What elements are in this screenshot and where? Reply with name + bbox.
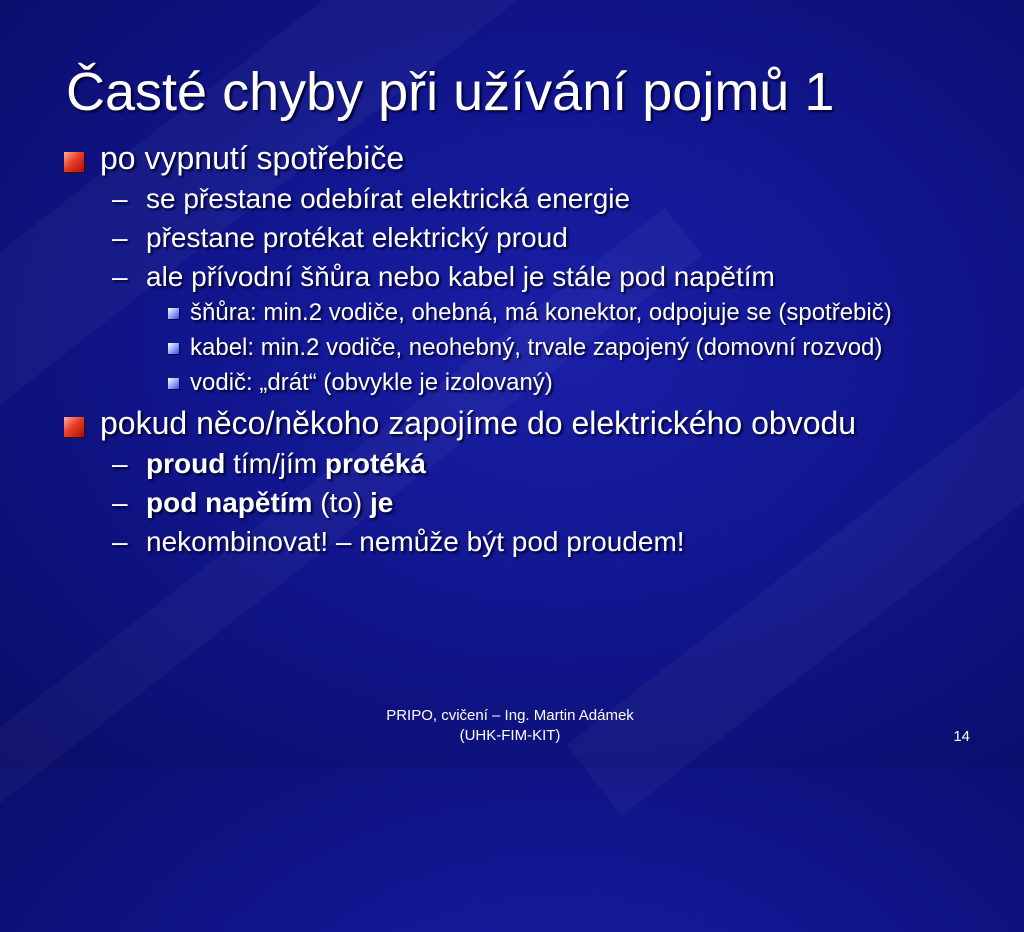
small-square-bullet-icon	[168, 308, 179, 319]
sub-bullet-item	[112, 487, 966, 519]
square-bullet-icon	[64, 152, 84, 172]
sub-sub-bullet-item	[190, 335, 910, 361]
slide-footer	[350, 706, 670, 746]
dash-icon: –	[112, 183, 128, 214]
sub-sub-bullet-item	[190, 370, 910, 396]
bullet-item	[100, 405, 960, 442]
bullet-text: pokud něco/někoho zapojíme do elektrického obvodu	[100, 405, 857, 441]
sub-bullet-text: ale přívodní šňůra nebo kabel je stále pod napětím	[146, 261, 775, 292]
sub-bullet-text: (to)	[312, 487, 371, 518]
sub-bullet-item	[112, 222, 966, 254]
footer-line: (UHK-FIM-KIT)	[459, 727, 561, 744]
bullet-item	[100, 140, 960, 177]
sub-bullet-text: tím/jím	[225, 448, 325, 479]
bold-term: je	[370, 487, 394, 518]
sub-sub-bullet-text: šňůra: min.2 vodiče, ohebná, má konektor, odpojuje se (spotřebič)	[190, 299, 892, 326]
dash-icon: –	[112, 448, 128, 479]
sub-bullet-text: nekombinovat! – nemůže být pod proudem!	[146, 526, 685, 557]
sub-sub-bullet-item	[190, 300, 910, 326]
sub-bullet-item	[112, 526, 966, 558]
bold-term: pod napětím	[146, 487, 313, 518]
dash-icon: –	[112, 487, 128, 518]
slide-content	[0, 140, 1024, 565]
dash-icon: –	[112, 526, 128, 557]
dash-icon: –	[112, 222, 128, 253]
sub-bullet-item	[112, 261, 966, 293]
square-bullet-icon	[64, 417, 84, 437]
footer-line: PRIPO, cvičení – Ing. Martin Adámek	[386, 707, 634, 724]
small-square-bullet-icon	[168, 343, 179, 354]
sub-sub-bullet-text: vodič: „drát“ (obvykle je izolovaný)	[190, 369, 553, 396]
sub-bullet-text: přestane protékat elektrický proud	[146, 222, 568, 253]
small-square-bullet-icon	[168, 378, 179, 389]
bold-term: protéká	[324, 448, 427, 479]
slide-title: Časté chyby při užívání pojmů 1	[66, 62, 835, 122]
bullet-text: po vypnutí spotřebiče	[100, 140, 405, 176]
dash-icon: –	[112, 261, 128, 292]
sub-bullet-item	[112, 183, 966, 215]
bold-term: proud	[146, 448, 226, 479]
sub-bullet-item	[112, 448, 966, 480]
sub-bullet-text: se přestane odebírat elektrická energie	[146, 183, 631, 214]
sub-sub-bullet-text: kabel: min.2 vodiče, neohebný, trvale zapojený (domovní rozvod)	[190, 334, 883, 361]
page-number: 14	[953, 728, 970, 745]
